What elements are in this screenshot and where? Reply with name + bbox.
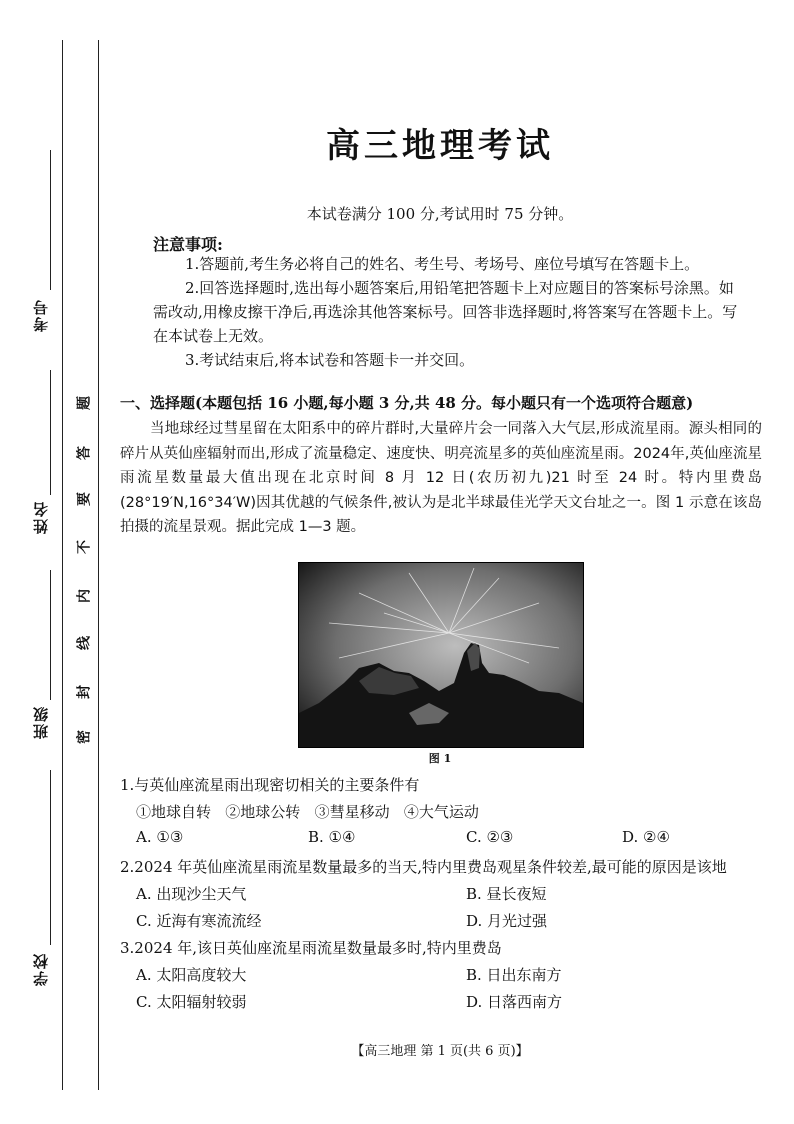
- answer-option: B. 昼长夜短: [466, 885, 547, 903]
- passage-text: 当地球经过彗星留在太阳系中的碎片群时,大量碎片会一同落入大气层,形成流星雨。源头相同的碎片从英仙座辐射而出,形成了流量稳定、速度快、明亮流星多的英仙座流星雨。2024年,英仙座流星雨流星数量最大值出现在北京时间 8 月 12 日(农历初九)21 时至 24 时。特内里费岛(28°19′N,16°34′W)因其优越的气候条件,被认为是北半球最佳光学天文台址之一。图 1 示意在该岛拍摄的流星景观。据此完成 1—3 题。: [120, 421, 762, 535]
- answer-option: C. ②③: [466, 828, 514, 846]
- answer-option: D. 日落西南方: [466, 993, 563, 1011]
- note-item: 3.考试结束后,将本试卷和答题卡一并交回。: [185, 351, 475, 369]
- seal-char: 密: [76, 730, 90, 746]
- question-stem: 1.与英仙座流星雨出现密切相关的主要条件有: [120, 776, 420, 794]
- answer-option: C. 近海有寒流流经: [136, 912, 262, 930]
- section-heading: 一、选择题(本题包括 16 小题,每小题 3 分,共 48 分。每小题只有一个选项符合题意): [120, 394, 694, 412]
- class-blank: [50, 570, 51, 700]
- name-label: 姓名: [32, 500, 50, 534]
- answer-option: B. ①④: [308, 828, 356, 846]
- answer-option: A. ①③: [136, 828, 184, 846]
- answer-option: A. 太阳高度较大: [136, 966, 247, 984]
- school-label: 学校: [32, 952, 50, 986]
- seal-char: 要: [76, 492, 90, 508]
- answer-option: C. 太阳辐射较弱: [136, 993, 247, 1011]
- exam-no-blank: [50, 150, 51, 290]
- question-stem: 2.2024 年英仙座流星雨流星数量最多的当天,特内里费岛观星条件较差,最可能的原因是该地: [120, 858, 727, 876]
- seal-char: 不: [76, 540, 90, 556]
- note-item: 1.答题前,考生务必将自己的姓名、考生号、考场号、座位号填写在答题卡上。: [185, 255, 700, 273]
- seal-char: 题: [76, 396, 90, 412]
- notes-list: [153, 252, 743, 372]
- seal-char: 内: [76, 589, 90, 605]
- note-item: 2.回答选择题时,选出每小题答案后,用铅笔把答题卡上对应题目的答案标号涂黑。如需改动,用橡皮擦干净后,再选涂其他答案标号。回答非选择题时,将答案写在答题卡上。写在本试卷上无效。: [153, 279, 738, 345]
- page-footer: 【高三地理 第 1 页(共 6 页)】: [351, 1044, 529, 1059]
- seal-char: 答: [76, 446, 90, 462]
- figure-caption: 图 1: [428, 752, 452, 765]
- class-label: 班级: [32, 705, 50, 739]
- answer-option: A. 出现沙尘天气: [136, 885, 247, 903]
- question-stem: 3.2024 年,该日英仙座流星雨流星数量最多时,特内里费岛: [120, 939, 502, 957]
- question-items: ①地球自转 ②地球公转 ③彗星移动 ④大气运动: [136, 803, 479, 821]
- seal-char: 线: [76, 636, 90, 652]
- name-blank: [50, 370, 51, 495]
- margin-line-outer: [62, 40, 63, 1090]
- page-title: 高三地理考试: [326, 126, 554, 166]
- exam-info: 本试卷满分 100 分,考试用时 75 分钟。: [306, 205, 574, 223]
- answer-option: D. ②④: [622, 828, 670, 846]
- school-blank: [50, 770, 51, 945]
- exam-no-label: 考号: [32, 298, 50, 332]
- answer-option: D. 月光过强: [466, 912, 548, 930]
- margin-line-inner: [98, 40, 99, 1090]
- reading-passage: [120, 417, 762, 540]
- notes-heading: 注意事项:: [153, 235, 223, 254]
- seal-char: 封: [76, 685, 90, 701]
- answer-option: B. 日出东南方: [466, 966, 562, 984]
- meteor-shower-photo: [298, 562, 584, 748]
